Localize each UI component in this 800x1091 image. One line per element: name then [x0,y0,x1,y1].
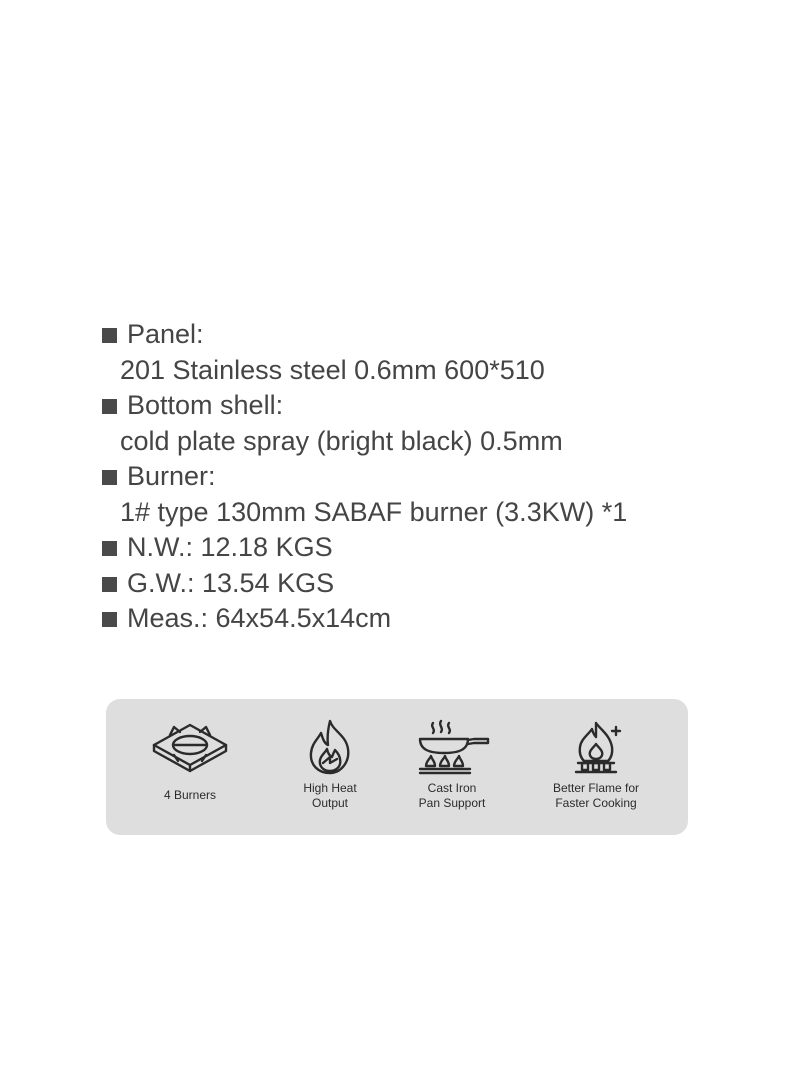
feature-label-line: Faster Cooking [555,796,637,810]
spec-measurements [102,601,782,637]
spec-text: G.W.: 13.54 KGS [127,567,335,598]
feature-four-burners [120,699,260,835]
spec-bottom-shell-detail [102,424,782,460]
spec-bottom-shell-heading [102,388,782,424]
square-bullet-icon [102,328,117,343]
frying-pan-icon [412,719,492,775]
spec-text: N.W.: 12.18 KGS [127,532,333,562]
square-bullet-icon [102,399,117,414]
spec-list [102,317,782,637]
feature-label-line: High Heat [303,781,357,795]
feature-panel [106,699,688,835]
spec-text: 201 Stainless steel 0.6mm 600*510 [120,354,545,385]
spec-gross-weight [102,566,782,602]
feature-label-line: Cast Iron [427,781,477,795]
spec-text: Meas.: 64x54.5x14cm [127,603,392,633]
spec-text: 1# type 130mm SABAF burner (3.3KW) *1 [120,496,628,527]
feature-label [382,781,522,811]
spec-panel-heading [102,317,782,353]
spec-net-weight [102,530,782,566]
spec-burner-detail [102,495,782,531]
spec-text: Burner: [127,461,216,491]
stove-burners-icon [150,719,230,775]
spec-text: cold plate spray (bright black) 0.5mm [120,425,563,456]
square-bullet-icon [102,541,117,556]
square-bullet-icon [102,577,117,592]
spec-panel-detail [102,353,782,389]
burner-flame-icon [556,719,636,775]
feature-label-line: Pan Support [418,796,486,810]
feature-label-line: 4 Burners [163,788,217,802]
feature-label [526,781,666,811]
feature-high-heat [260,699,400,835]
feature-cast-iron-pan [382,699,522,835]
feature-label-line: Better Flame for [552,781,640,795]
feature-label [120,788,260,803]
feature-label-line: Output [311,796,349,810]
spec-text: Panel: [127,319,204,349]
spec-burner-heading [102,459,782,495]
spec-text: Bottom shell: [127,390,284,420]
feature-better-flame [526,699,666,835]
feature-label [260,781,400,811]
flame-icon [290,719,370,775]
square-bullet-icon [102,470,117,485]
square-bullet-icon [102,612,117,627]
